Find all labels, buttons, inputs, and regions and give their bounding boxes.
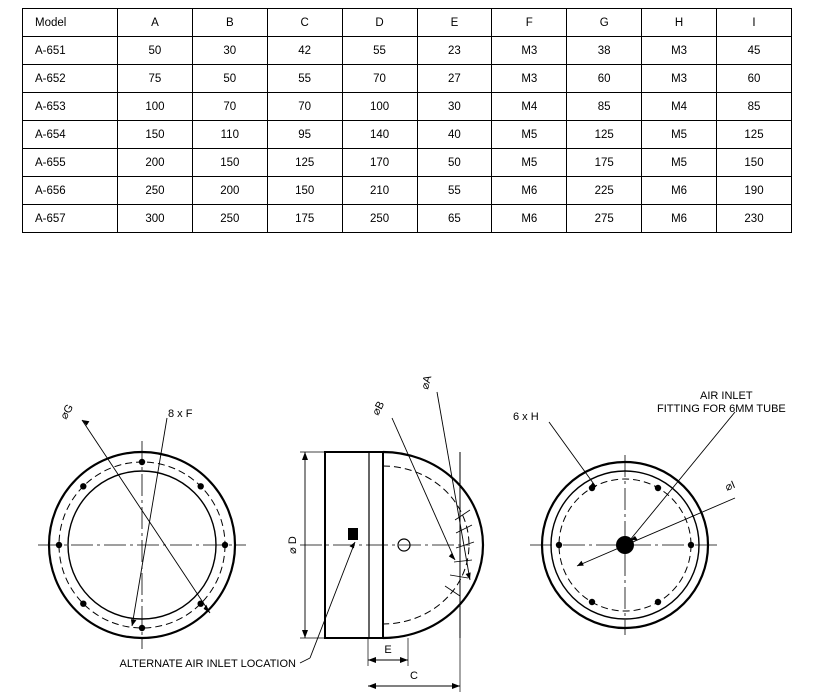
table-cell: 175	[567, 149, 642, 177]
dia-i-label: ⌀I	[723, 478, 738, 494]
table-header-cell: I	[717, 9, 792, 37]
bolt-hole	[139, 625, 145, 631]
table-cell: M6	[492, 177, 567, 205]
air-inlet-title: AIR INLET	[700, 390, 753, 402]
bolt-hole	[655, 599, 661, 605]
air-inlet-subtitle: FITTING FOR 6MM TUBE	[657, 403, 786, 415]
table-cell: M3	[492, 65, 567, 93]
table-cell: 75	[118, 65, 193, 93]
table-cell: 30	[192, 37, 267, 65]
table-cell: 150	[267, 177, 342, 205]
table-cell: M4	[492, 93, 567, 121]
table-cell: M5	[492, 121, 567, 149]
table-header-cell: H	[642, 9, 717, 37]
table-cell: 38	[567, 37, 642, 65]
holes-count-label: 6 x H	[513, 411, 539, 423]
table-header-cell: A	[118, 9, 193, 37]
table-cell: 275	[567, 205, 642, 233]
leader-line-dia-g	[82, 420, 210, 613]
table-header-cell: F	[492, 9, 567, 37]
table-row	[23, 37, 792, 65]
table-header-row	[23, 9, 792, 37]
table-cell: 200	[192, 177, 267, 205]
table-cell: 250	[342, 205, 417, 233]
table-cell: 60	[567, 65, 642, 93]
table-cell: 230	[717, 205, 792, 233]
table-cell: 210	[342, 177, 417, 205]
bolt-hole	[556, 542, 562, 548]
table-cell: 250	[118, 177, 193, 205]
table-cell: 225	[567, 177, 642, 205]
table-cell: M6	[642, 205, 717, 233]
table-cell: 125	[267, 149, 342, 177]
table-header-cell: Model	[23, 9, 118, 37]
table-cell: 55	[267, 65, 342, 93]
table-cell: 175	[267, 205, 342, 233]
table-cell: 45	[717, 37, 792, 65]
table-header-cell: C	[267, 9, 342, 37]
bolt-hole	[80, 601, 86, 607]
table-cell: 50	[118, 37, 193, 65]
dim-e-label: E	[384, 644, 392, 656]
specification-table-container	[22, 8, 792, 233]
table-cell: A-653	[23, 93, 118, 121]
table-row	[23, 121, 792, 149]
table-cell: 42	[267, 37, 342, 65]
table-row	[23, 205, 792, 233]
table-cell: 140	[342, 121, 417, 149]
table-cell: 40	[417, 121, 492, 149]
right-rear-view	[513, 390, 786, 635]
arrowhead-dia-d-bottom	[302, 630, 308, 638]
table-cell: 250	[192, 205, 267, 233]
table-cell: 170	[342, 149, 417, 177]
table-cell: 23	[417, 37, 492, 65]
table-cell: 85	[717, 93, 792, 121]
table-cell: 65	[417, 205, 492, 233]
left-front-view	[38, 402, 246, 649]
leader-line-dia-a	[437, 392, 470, 580]
bolt-hole	[198, 601, 204, 607]
holes-count-label: 8 x F	[168, 408, 193, 420]
arrowhead-c-left	[368, 683, 376, 689]
table-cell: 190	[717, 177, 792, 205]
table-cell: 150	[192, 149, 267, 177]
table-cell: 125	[567, 121, 642, 149]
center-side-view	[120, 374, 483, 692]
bolt-hole	[222, 542, 228, 548]
table-row	[23, 65, 792, 93]
table-header-cell: D	[342, 9, 417, 37]
table-cell: M5	[642, 149, 717, 177]
leader-line-holes	[132, 418, 167, 626]
table-cell: 300	[118, 205, 193, 233]
alternate-air-inlet-note: ALTERNATE AIR INLET LOCATION	[119, 658, 296, 670]
leader-line-alt-inlet	[310, 542, 355, 658]
arrowhead-dia-d-top	[302, 452, 308, 460]
table-cell: 150	[717, 149, 792, 177]
bolt-hole	[655, 485, 661, 491]
table-cell: A-651	[23, 37, 118, 65]
bolt-hole	[589, 599, 595, 605]
table-cell: 27	[417, 65, 492, 93]
table-cell: 60	[717, 65, 792, 93]
table-cell: M5	[492, 149, 567, 177]
table-cell: 150	[118, 121, 193, 149]
leader-line-holes	[549, 422, 596, 487]
specification-table	[22, 8, 792, 233]
dia-d-label: ⌀ D	[287, 536, 299, 554]
table-cell: 30	[417, 93, 492, 121]
table-cell: M6	[642, 177, 717, 205]
dia-b-label: ⌀B	[370, 399, 388, 418]
table-cell: 50	[192, 65, 267, 93]
dia-g-label: ⌀G	[58, 402, 77, 422]
dia-a-label: ⌀A	[419, 374, 435, 391]
table-cell: 125	[717, 121, 792, 149]
table-cell: M6	[492, 205, 567, 233]
table-header-cell: B	[192, 9, 267, 37]
table-cell: A-654	[23, 121, 118, 149]
table-header-cell: E	[417, 9, 492, 37]
table-cell: 95	[267, 121, 342, 149]
table-cell: 70	[267, 93, 342, 121]
arrowhead-dia-g-2	[82, 420, 89, 426]
table-cell: M4	[642, 93, 717, 121]
bolt-hole	[139, 459, 145, 465]
table-cell: 100	[118, 93, 193, 121]
arrowhead-dia-a	[466, 572, 471, 580]
table-cell: 50	[417, 149, 492, 177]
table-cell: M3	[642, 65, 717, 93]
table-cell: 200	[118, 149, 193, 177]
table-cell: A-657	[23, 205, 118, 233]
table-cell: 85	[567, 93, 642, 121]
technical-drawing	[0, 370, 813, 697]
table-cell: M3	[642, 37, 717, 65]
table-cell: A-652	[23, 65, 118, 93]
table-row	[23, 149, 792, 177]
table-cell: 55	[342, 37, 417, 65]
table-header-cell: G	[567, 9, 642, 37]
table-cell: 100	[342, 93, 417, 121]
table-cell: 70	[192, 93, 267, 121]
arrowhead-dia-b	[449, 553, 455, 560]
table-cell: A-655	[23, 149, 118, 177]
arrowhead-e-right	[400, 657, 408, 663]
table-cell: 55	[417, 177, 492, 205]
bolt-hole	[198, 483, 204, 489]
bolt-hole	[80, 483, 86, 489]
air-inlet-port-block	[348, 528, 358, 540]
table-row	[23, 177, 792, 205]
arrowhead-e-left	[368, 657, 376, 663]
bolt-hole	[688, 542, 694, 548]
table-row	[23, 93, 792, 121]
table-cell: 70	[342, 65, 417, 93]
dim-c-label: C	[410, 670, 418, 682]
leader-elbow-alt-inlet	[300, 658, 310, 663]
table-cell: 110	[192, 121, 267, 149]
arrowhead-c-right	[452, 683, 460, 689]
table-cell: A-656	[23, 177, 118, 205]
arrowhead-holes	[590, 482, 596, 487]
table-cell: M3	[492, 37, 567, 65]
table-cell: M5	[642, 121, 717, 149]
bolt-hole	[56, 542, 62, 548]
